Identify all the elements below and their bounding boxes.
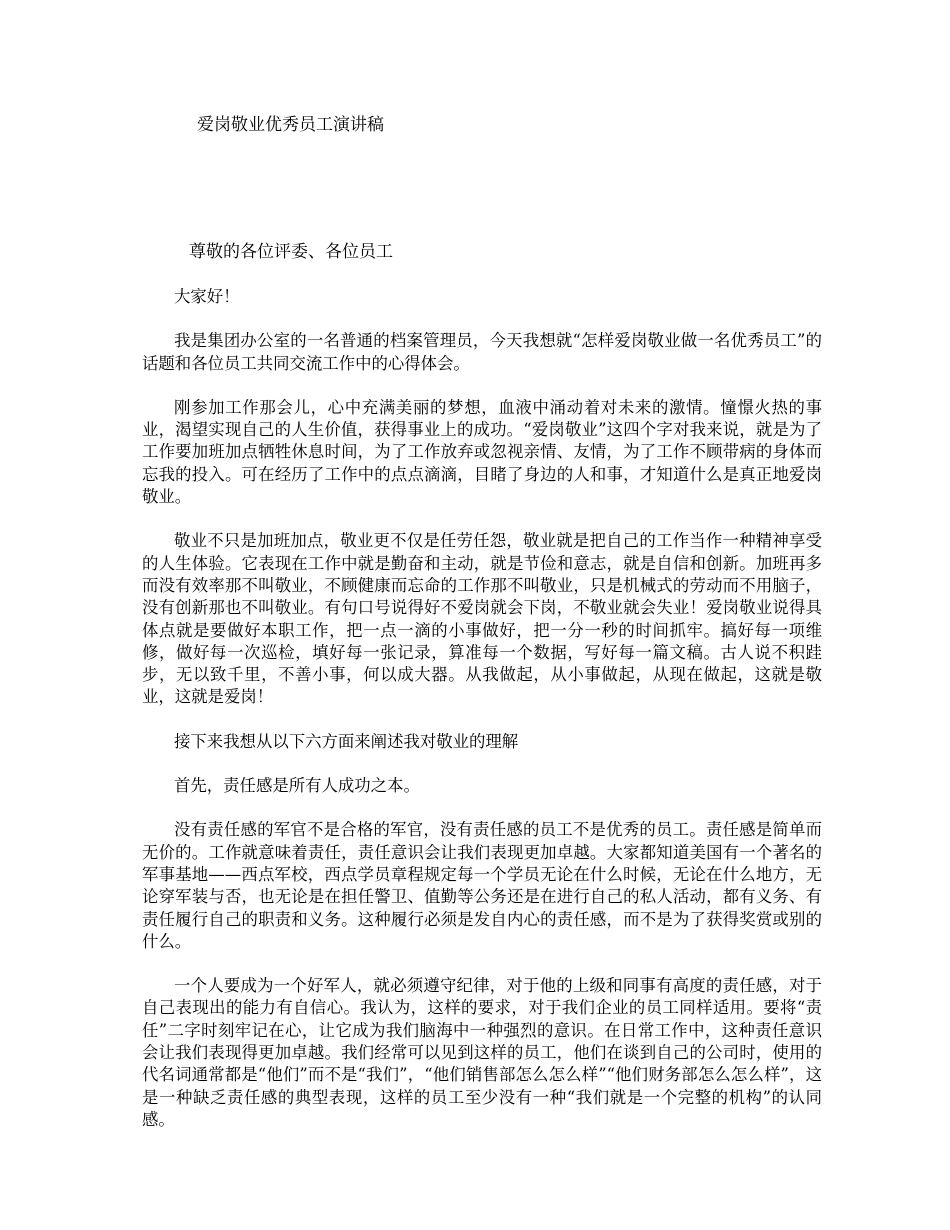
document-title: 爱岗敬业优秀员工演讲稿 (197, 115, 384, 135)
paragraph: 没有责任感的军官不是合格的军官，没有责任感的员工不是优秀的员工。责任感是简单而无价的。工作就意味着责任，责任意识会让我们表现更加卓越。大家都知道美国有一个著名的军事基地——西点军校，西点学员章程规定每一个学员无论在什么时候，无论在什么地方，无论穿军装与否，也无论是在担任警卫、值勤等公务还是在进行自己的私人活动，都有义务、有责任履行自己的职责和义务。这种履行必须是发自内心的责任感，而不是为了获得奖赏或别的什么。 (142, 820, 822, 951)
document-body (142, 286, 822, 1153)
paragraph: 一个人要成为一个好军人，就必须遵守纪律，对于他的上级和同事有高度的责任感，对于自己表现出的能力有自信心。我认为，这样的要求，对于我们企业的员工同样适用。要将“责任”二字时刻牢记在心，让它成为我们脑海中一种强烈的意识。在日常工作中，这种责任意识会让我们表现得更加卓越。我们经常可以见到这样的员工，他们在谈到自己的公司时，使用的代名词通常都是“他们”而不是“我们”，“他们销售部怎么怎么样”“他们财务部怎么怎么样”，这是一种缺乏责任感的典型表现，这样的员工至少没有一种“我们就是一个完整的机构”的认同感。 (142, 976, 822, 1129)
paragraph: 敬业不只是加班加点，敬业更不仅是任劳任怨，敬业就是把自己的工作当作一种精神享受的人生体验。它表现在工作中就是勤奋和主动，就是节俭和意志，就是自信和创新。加班再多而没有效率那不叫敬业，不顾健康而忘命的工作那不叫敬业，只是机械式的劳动而不用脑子，没有创新那也不叫敬业。有句口号说得好不爱岗就会下岗，不敬业就会失业！爱岗敬业说得具体点就是要做好本职工作，把一点一滴的小事做好，把一分一秒的时间抓牢。搞好每一项维修，做好每一次巡检，填好每一张记录，算准每一个数据，写好每一篇文稿。古人说不积跬步，无以致千里，不善小事，何以成大器。从我做起，从小事做起，从现在做起，这就是敬业，这就是爱岗！ (142, 531, 822, 707)
paragraph: 刚参加工作那会儿，心中充满美丽的梦想，血液中涌动着对未来的激情。憧憬火热的事业，渴望实现自己的人生价值，获得事业上的成功。“爱岗敬业”这四个字对我来说，就是为了工作要加班加点牺牲休息时间，为了工作放弃或忽视亲情、友情，为了工作不顾带病的身体而忘我的投入。可在经历了工作中的点点滴滴，目睹了身边的人和事，才知道什么是真正地爱岗敬业。 (142, 397, 822, 507)
paragraph: 接下来我想从以下六方面来阐述我对敬业的理解 (174, 731, 519, 751)
greeting-line: 尊敬的各位评委、各位员工 (189, 242, 393, 262)
paragraph: 首先，责任感是所有人成功之本。 (174, 776, 420, 796)
paragraph: 大家好！ (174, 287, 240, 306)
paragraph: 我是集团办公室的一名普通的档案管理员，今天我想就“怎样爱岗敬业做一名优秀员工”的话题和各位员工共同交流工作中的心得体会。 (142, 331, 822, 373)
